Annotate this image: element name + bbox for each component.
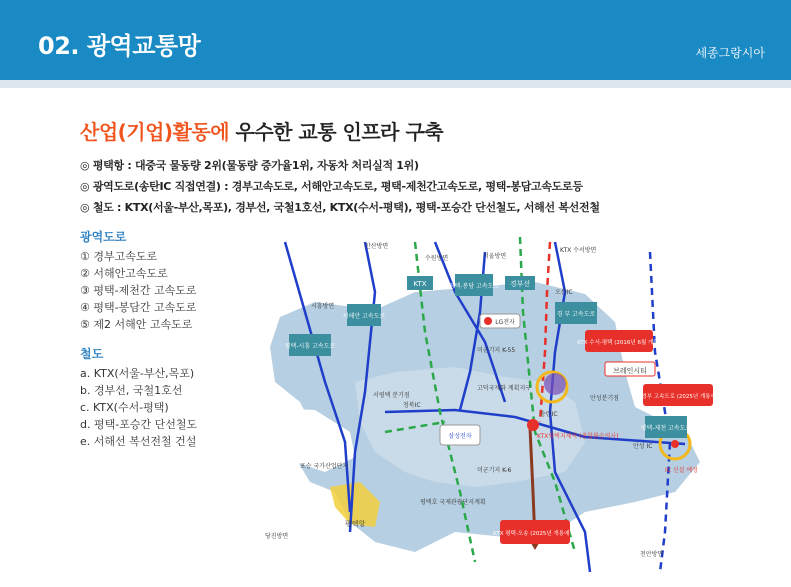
godeok-marker bbox=[544, 373, 566, 395]
bullet-port: ◎ 평택항 : 대중국 물동량 2위(물동량 증가율1위, 자동차 처리실적 1위) bbox=[80, 159, 419, 172]
label-ktx-pt-station: KTX평택지제역 (총합환승역사) bbox=[537, 433, 619, 440]
label-cheongbuk: 청북IC bbox=[403, 402, 421, 409]
legend-rail-b: b. 경부선, 국철1호선 bbox=[80, 384, 183, 397]
label-base-k55: 미군기지 K-55 bbox=[477, 347, 516, 354]
label-seopyeongtaek: 서평택 분기점 bbox=[373, 392, 410, 399]
svg-text:삼성전자: 삼성전자 bbox=[448, 433, 472, 440]
legend-road-5: ⑤ 제2 서해안 고속도로 bbox=[80, 318, 193, 331]
label-songtan-ic: 송탄IC bbox=[540, 411, 558, 418]
subtitle-accent: 산업(기업)활동에 bbox=[80, 120, 230, 144]
label-new-ic: IC 신설 예정 bbox=[665, 467, 698, 474]
gyeongbu-box bbox=[555, 302, 597, 324]
label-dangjin: 당진방면 bbox=[265, 533, 289, 540]
section-subtitle bbox=[80, 116, 443, 145]
legend-road-2: ② 서해안고속도로 bbox=[80, 267, 168, 280]
road-2nd-gyeongbu-plan bbox=[650, 252, 670, 572]
svg-text:경부선: 경부선 bbox=[509, 280, 531, 288]
pyeongtaek-jecheon-box bbox=[641, 416, 692, 438]
ktx-suseo-callout bbox=[577, 330, 661, 352]
label-anseong-ic: 안성 IC bbox=[633, 443, 653, 450]
samsung-box bbox=[440, 425, 480, 445]
page-title: 02. 광역교통망 bbox=[38, 32, 201, 60]
map-legend bbox=[80, 228, 197, 450]
svg-text:LG전자: LG전자 bbox=[495, 319, 515, 326]
label-ansan: 안산방면 bbox=[365, 243, 389, 250]
bullet-roads: ◎ 광역도로(송탄IC 직접연결) : 경부고속도로, 서해안고속도로, 평택-제천간고속도로, 평택-봉담고속도로등 bbox=[80, 180, 583, 193]
brain-city-box bbox=[605, 362, 655, 376]
label-seoul: 서울방면 bbox=[483, 253, 507, 260]
header-bar bbox=[0, 0, 791, 80]
svg-text:평택-시흥 고속도로: 평택-시흥 고속도로 bbox=[284, 343, 336, 350]
songtan-ic-marker bbox=[527, 419, 539, 431]
ktx-po-callout bbox=[493, 520, 577, 544]
label-anseong-jct: 안성분기점 bbox=[590, 395, 619, 402]
legend-roads-title: 광역도로 bbox=[80, 230, 127, 244]
transport-map bbox=[255, 232, 725, 577]
new-ic-marker bbox=[671, 440, 679, 448]
label-pyeongtaek-port: 평택항 bbox=[345, 520, 366, 528]
legend-rail-a: a. KTX(서울-부산,목포) bbox=[80, 367, 195, 380]
label-cheonan: 천안방면 bbox=[640, 551, 664, 558]
label-suwon: 수원방면 bbox=[425, 255, 449, 262]
svg-text:KTX 평택-오송 (2025년 개통예정): KTX 평택-오송 (2025년 개통예정) bbox=[493, 531, 577, 537]
brand-name: 세종그랑시아 bbox=[695, 46, 765, 60]
seohaean-box bbox=[343, 304, 386, 326]
label-base-k6: 미군기지 K-6 bbox=[477, 467, 512, 474]
svg-text:서해안 고속도로: 서해안 고속도로 bbox=[342, 313, 386, 320]
legend-road-1: ① 경부고속도로 bbox=[80, 250, 158, 263]
legend-road-3: ③ 평택-제천간 고속도로 bbox=[80, 284, 197, 297]
svg-text:브레인시티: 브레인시티 bbox=[613, 367, 647, 375]
legend-rail-c: c. KTX(수서-평택) bbox=[80, 401, 169, 414]
svg-text:평택-제천 고속도로: 평택-제천 고속도로 bbox=[640, 425, 692, 432]
svg-text:KTX 수서-평택 (2016년 6월 개통): KTX 수서-평택 (2016년 6월 개통) bbox=[577, 340, 661, 346]
legend-road-4: ④ 평택-봉담간 고속도로 bbox=[80, 301, 197, 314]
svg-text:평택-봉담 고속도로: 평택-봉담 고속도로 bbox=[448, 283, 500, 290]
svg-text:KTX: KTX bbox=[413, 280, 427, 288]
gyeongbu-line-box bbox=[505, 276, 535, 290]
legend-rail-d: d. 평택-포승간 단선철도 bbox=[80, 418, 198, 431]
bullet-list bbox=[80, 157, 600, 220]
legend-rail-e: e. 서해선 복선전철 건설 bbox=[80, 435, 197, 448]
label-siheung: 시흥방면 bbox=[311, 303, 335, 310]
svg-text:경 부 고속도로: 경 부 고속도로 bbox=[556, 311, 596, 318]
subtitle-rest: 우수한 교통 인프라 구축 bbox=[229, 120, 444, 144]
label-poseung: 포승 국가산업단지 bbox=[300, 463, 349, 470]
header-divider bbox=[0, 80, 791, 88]
svg-text:제2경부 고속도로 (2025년 개통예정): 제2경부 고속도로 (2025년 개통예정) bbox=[632, 394, 724, 400]
lg-box bbox=[480, 314, 520, 328]
label-godeok: 고덕국제화 계획지구 bbox=[477, 385, 532, 392]
legend-rail-title: 철도 bbox=[80, 347, 104, 361]
label-osan-ic: 오산IC bbox=[555, 289, 573, 296]
label-ptps-complex: 평택호 국제관광단지계획 bbox=[420, 499, 486, 506]
pyeongtaek-siheung-box bbox=[285, 334, 336, 356]
ktx-box bbox=[407, 276, 433, 290]
second-gyeongbu-callout bbox=[633, 384, 724, 406]
label-ktx-suseo: KTX 수서방면 bbox=[560, 247, 597, 254]
bullet-rail: ◎ 철도 : KTX(서울-부산,목포), 경부선, 국철1호선, KTX(수서-평택), 평택-포승간 단선철도, 서해선 복선전철 bbox=[80, 201, 600, 214]
pyeongtaek-bongdam-box bbox=[449, 274, 500, 296]
